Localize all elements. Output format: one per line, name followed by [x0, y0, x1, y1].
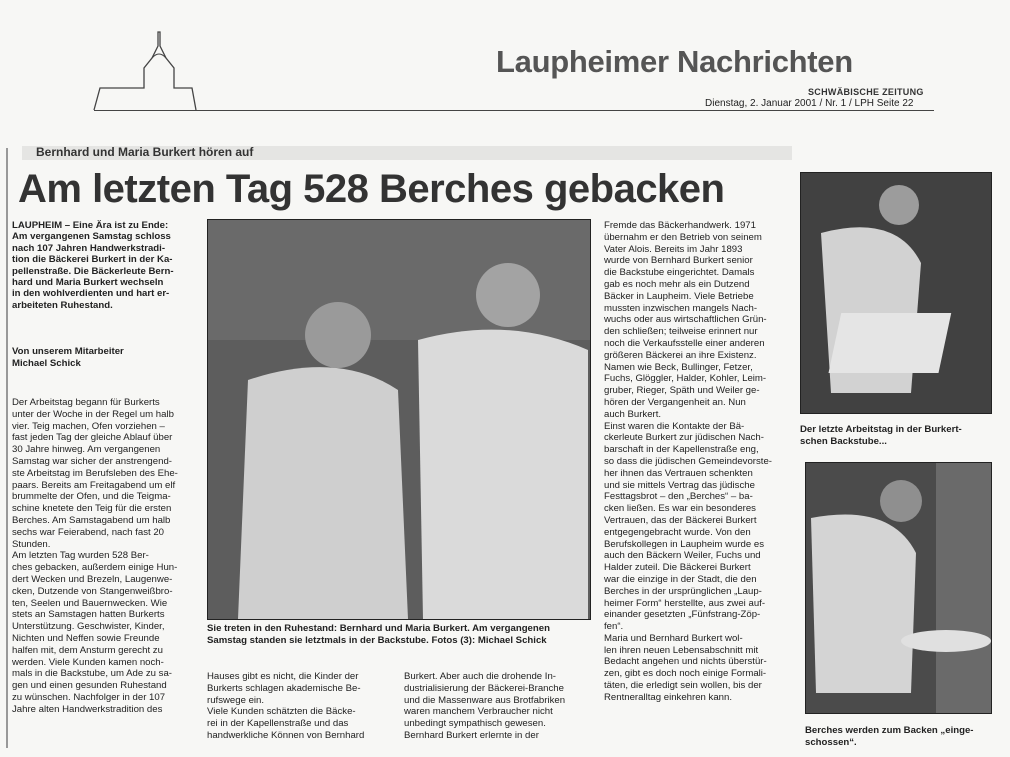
page-edge	[6, 148, 8, 748]
article-kicker: Bernhard und Maria Burkert hören auf	[36, 145, 254, 159]
article-lead: LAUPHEIM – Eine Ära ist zu Ende: Am vergangenen Samstag schloss nach 107 Jahren Handwerkstradi- tion die Bäckerei Burkert in der Ka- pellenstraße. Die Bäckerleute Bern- hard und Maria Burkert wechseln in den wohlverdienten und hart er- arbeiteten Ruhestand.	[12, 220, 174, 311]
masthead-dateline: Dienstag, 2. Januar 2001 / Nr. 1 / LPH Seite 22	[705, 98, 914, 109]
bakers-portrait-image	[208, 220, 590, 619]
column-4-text: Fremde das Bäckerhandwerk. 1971 übernahm er den Betrieb von seinem Vater Alois. Bereits im Jahr 1893 wurde von Bernhard Burkert senior die Backstube eingerichtet. Damals gab es noch mehr als ein Dutzend Bäcker in Laupheim. Viele Betriebe mussten inzwischen mangels Nach- wuchs oder aus wirtschaftlichen Grün- den schließen; teilweise erinnert nur noch die Verkaufsstelle einer anderen größeren Bäckerei an ihre Existenz. Namen wie Beck, Bullinger, Fetzer, Fuchs, Glöggler, Halder, Kohler, Leim- gruber, Rieger, Späth und Weiler ge- hören der Vergangenheit an. Nun auch Burkert. Einst waren die Kontakte der Bä- ckerleute Burkert zur jüdischen Nach- barschaft in der Kapellenstraße eng, so dass die jüdischen Gemeindevorste- her ihnen das Vertrauen schenkten und sie mittels Vertrag das jüdische Festtagsbrot – den „Berches“ – ba- cken ließen. Es war ein besonderes Vertrauen, das der Bäckerei Burkert entgegengebracht wurde. Von den Berufskollegen in Laupheim wurde es auch den Bäckern Weiler, Fuchs und Halder zuteil. Die Bäckerei Burkert war die einzige in der Stadt, die den Berches in der ursprünglichen „Laup- heimer Form“ herstellte, aus zwei auf- einander gesetzten „Fünfstrang-Zöp- fen“. Maria und Bernhard Burkert wol- len ihren neuen Lebensabschnitt mit Bedacht angehen und nichts überstür- zen, gibt es doch noch einige Formali- täten, die erledigt sein wollen, bis der Rentneralltag einkehren kann.	[604, 220, 772, 703]
side-photo-2	[805, 462, 992, 714]
article-headline: Am letzten Tag 528 Berches gebacken	[18, 167, 725, 211]
side-photo-1-caption: Der letzte Arbeitstag in der Burkert- schen Backstube...	[800, 424, 962, 447]
article-byline: Von unserem Mitarbeiter Michael Schick	[12, 346, 124, 369]
masthead-rule	[94, 110, 934, 111]
article-column-4	[604, 220, 794, 704]
column-1-text: Der Arbeitstag begann für Burkerts unter der Woche in der Regel um halb vier. Teig machen, Ofen vorziehen – fast jeden Tag der gleiche Ablauf über 30 Jahre hinweg. Am vergangenen Samstag war sicher der anstrengend- ste Arbeitstag im Berufsleben des Ehe- paars. Bereits am Freitagabend um elf brummelte der Ofen, und die Teigma- schine knetete den Teig für die ersten Berches. Am Samstagabend um halb sechs war Feierabend, nach fast 20 Stunden. Am letzten Tag wurden 528 Ber- ches gebacken, außerdem einige Hun- dert Wecken und Brezeln, Laugenwe- cken, Dutzende von Stangenweißbro- ten, Seelen und Bauernwecken. Wie stets an Samstagen hatten Burkerts Unterstützung. Geschwister, Kinder, Nichten und Neffen sowie Freunde halfen mit, dem Ansturm gerecht zu werden. Viele Kunden kamen noch- mals in die Backstube, um Ade zu sa- gen und einen gesunden Ruhestand zu wünschen. Nachfolger in der 107 Jahre alten Handwerkstradition des	[12, 397, 178, 715]
church-skyline-logo	[92, 28, 202, 114]
side-photo-2-caption: Berches werden zum Backen „einge- schossen“.	[805, 725, 974, 748]
column-3-text: Burkert. Aber auch die drohende In- dustrialisierung der Bäckerei-Branche und die Massenware aus Brotfabriken waren manchem Verbraucher nicht unbedingt sympathisch gewesen. Bernhard Burkert erlernte in der	[404, 671, 566, 741]
baker-kneading-image	[801, 173, 991, 413]
article-column-1	[12, 397, 197, 716]
article-column-3	[404, 671, 594, 742]
baker-oven-image	[806, 463, 991, 713]
main-photo-caption: Sie treten in den Ruhestand: Bernhard und Maria Burkert. Am vergangenen Samstag standen sie letztmals in der Backstube. Fotos (3): Michael Schick	[207, 623, 550, 646]
column-2-text: Hauses gibt es nicht, die Kinder der Burkerts schlagen akademische Be- rufswege ein. Viele Kunden schätzten die Bäcke- rei in der Kapellenstraße und das handwerkliche Können von Bernhard	[207, 671, 365, 741]
side-photo-1	[800, 172, 992, 414]
main-photo	[207, 219, 591, 620]
article-column-2	[207, 671, 397, 742]
masthead-subtitle: SCHWÄBISCHE ZEITUNG	[808, 87, 924, 97]
masthead-title: Laupheimer Nachrichten	[496, 44, 853, 79]
